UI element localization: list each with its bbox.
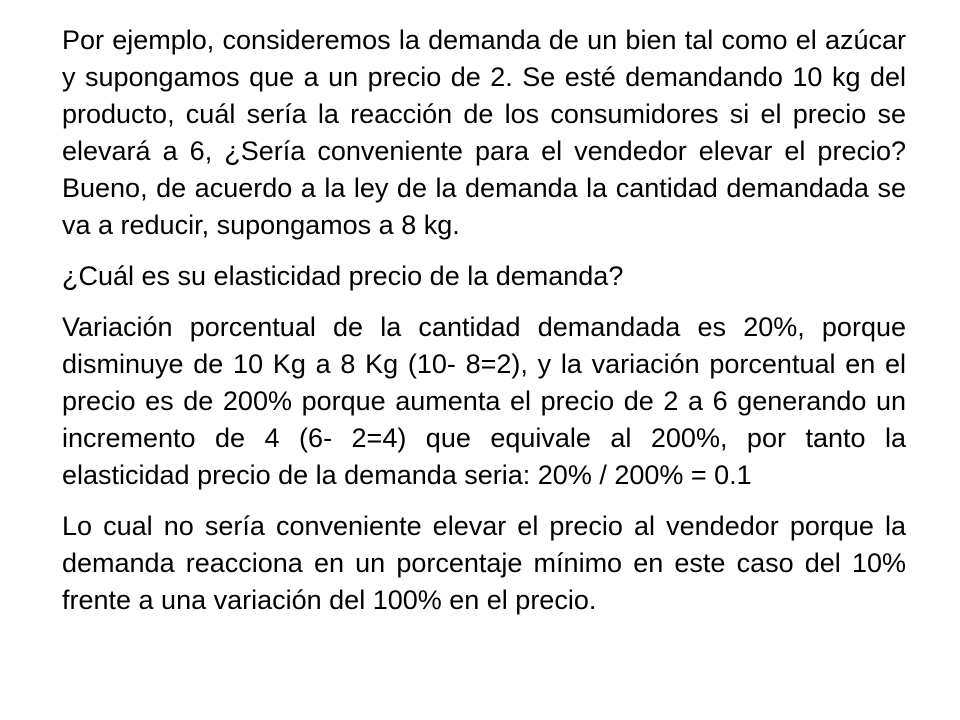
paragraph-question: ¿Cuál es su elasticidad precio de la demanda? <box>62 261 624 291</box>
paragraph-conclusion: Lo cual no sería conveniente elevar el precio al vendedor porque la demanda reacciona en un porcentaje mínimo en este caso del 10% frente a una variación del 100% en el precio. <box>62 511 906 615</box>
slide-text-body <box>62 22 906 633</box>
paragraph-calculation: Variación porcentual de la cantidad demandada es 20%, porque disminuye de 10 Kg a 8 Kg (10- 8=2), y la variación porcentual en el precio es de 200% porque aumenta el precio de 2 a 6 generando un incremento de 4 (6- 2=4) que equivale al 200%, por tanto la elasticidad precio de la demanda seria: 20% / 200% = 0.1 <box>62 312 906 490</box>
paragraph-example: Por ejemplo, consideremos la demanda de un bien tal como el azúcar y supongamos que a un precio de 2. Se esté demandando 10 kg del producto, cuál sería la reacción de los consumidores si el precio se elevará a 6, ¿Sería conveniente para el vendedor elevar el precio? Bueno, de acuerdo a la ley de la demanda la cantidad demandada se va a reducir, supongamos a 8 kg. <box>62 25 906 240</box>
